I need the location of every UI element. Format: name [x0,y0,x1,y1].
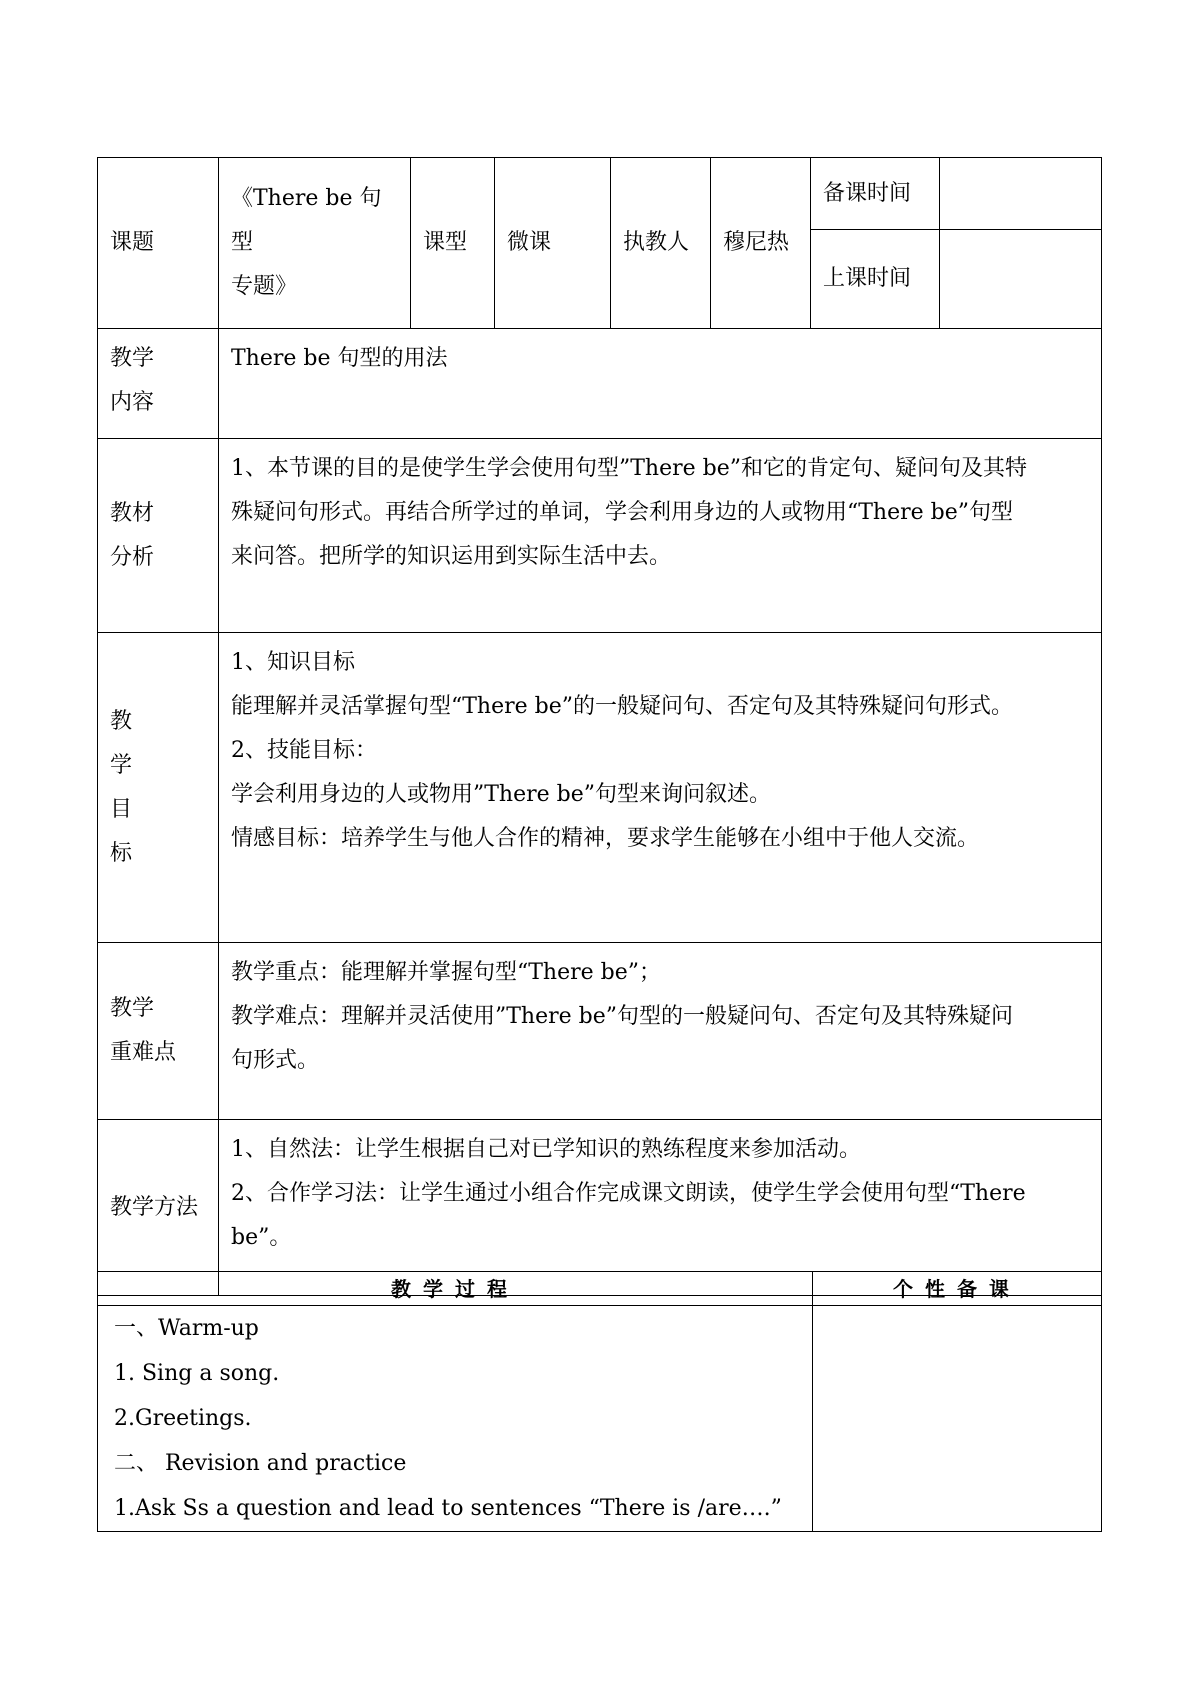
analysis-line: 来问答。把所学的知识运用到实际生活中去。 [231,544,672,569]
analysis-text [219,439,1102,633]
key-points-line: 教学难点：理解并灵活使用”There be”句型的一般疑问句、否定句及其特殊疑问 [231,1004,1013,1029]
process-line: 2.Greetings. [114,1406,252,1431]
analysis-label-line: 分析 [110,544,155,570]
analysis-line: 1、本节课的目的是使学生学会使用句型”There be”和它的肯定句、疑问句及其特 [231,456,1027,481]
process-line: 二、 Revision and practice [114,1451,407,1476]
objectives-label-line: 教 [110,708,133,734]
prep-time-label: 备课时间 [811,158,940,230]
methods-label: 教学方法 [98,1120,219,1296]
teacher-value: 穆尼热 [711,158,811,329]
objectives-text [219,633,1102,943]
objectives-line: 2、技能目标： [231,738,377,763]
key-points-text [219,943,1102,1120]
methods-line: 2、合作学习法：让学生通过小组合作完成课文朗读，使学生学会使用句型“There [231,1181,1026,1206]
methods-line: 1、自然法：让学生根据自己对已学知识的熟练程度来参加活动。 [231,1137,861,1162]
methods-line: be”。 [231,1225,292,1250]
type-label: 课型 [411,158,495,329]
process-body-row [98,1306,1102,1532]
topic-label: 课题 [98,158,219,329]
process-header: 教学过程 [98,1272,813,1306]
personal-notes [813,1306,1102,1532]
lesson-info-table [97,157,1102,1296]
key-points-line: 句形式。 [231,1048,320,1073]
objectives-label-line: 学 [110,752,133,778]
process-header-row [98,1272,1102,1306]
key-points-line: 教学重点：能理解并掌握句型“There be”； [231,960,661,985]
objectives-label [98,633,219,943]
type-value: 微课 [495,158,611,329]
methods-row [98,1120,1102,1296]
key-points-label-line: 教学 [110,996,155,1021]
objectives-label-line: 目 [110,796,133,822]
process-line: 1.Ask Ss a question and lead to sentences “There is /are….” [114,1496,782,1521]
objectives-row [98,633,1102,943]
topic-value-line: 专题》 [231,274,298,299]
key-points-row [98,943,1102,1120]
objectives-line: 学会利用身边的人或物用”There be”句型来询问叙述。 [231,782,771,807]
analysis-label-line: 教材 [110,500,155,526]
objectives-line: 情感目标：培养学生与他人合作的精神，要求学生能够在小组中于他人交流。 [231,826,980,851]
key-points-label [98,943,219,1120]
header-row-1 [98,158,1102,230]
class-time-value [940,230,1102,329]
class-time-label: 上课时间 [811,230,940,329]
analysis-row [98,439,1102,633]
objectives-label-line: 标 [110,840,133,866]
content-label-line: 内容 [110,390,155,415]
methods-text [219,1120,1102,1296]
prep-time-value [940,158,1102,230]
personal-notes-header: 个性备课 [813,1272,1102,1306]
analysis-label [98,439,219,633]
teacher-label: 执教人 [611,158,711,329]
objectives-line: 1、知识目标 [231,650,355,675]
process-line: 一、Warm-up [114,1316,259,1341]
analysis-line: 殊疑问句形式。再结合所学过的单词，学会利用身边的人或物用“There be”句型 [231,500,1013,525]
content-label-line: 教学 [110,346,155,371]
process-steps [98,1306,813,1532]
topic-value [219,158,411,329]
content-row [98,329,1102,439]
objectives-line: 能理解并灵活掌握句型“There be”的一般疑问句、否定句及其特殊疑问句形式。 [231,694,1013,719]
content-text: There be 句型的用法 [219,329,1102,439]
topic-value-line: 《There be 句型 [231,186,382,255]
content-label [98,329,219,439]
teaching-process-table [97,1271,1102,1532]
key-points-label-line: 重难点 [110,1040,177,1065]
process-line: 1. Sing a song. [114,1361,280,1386]
